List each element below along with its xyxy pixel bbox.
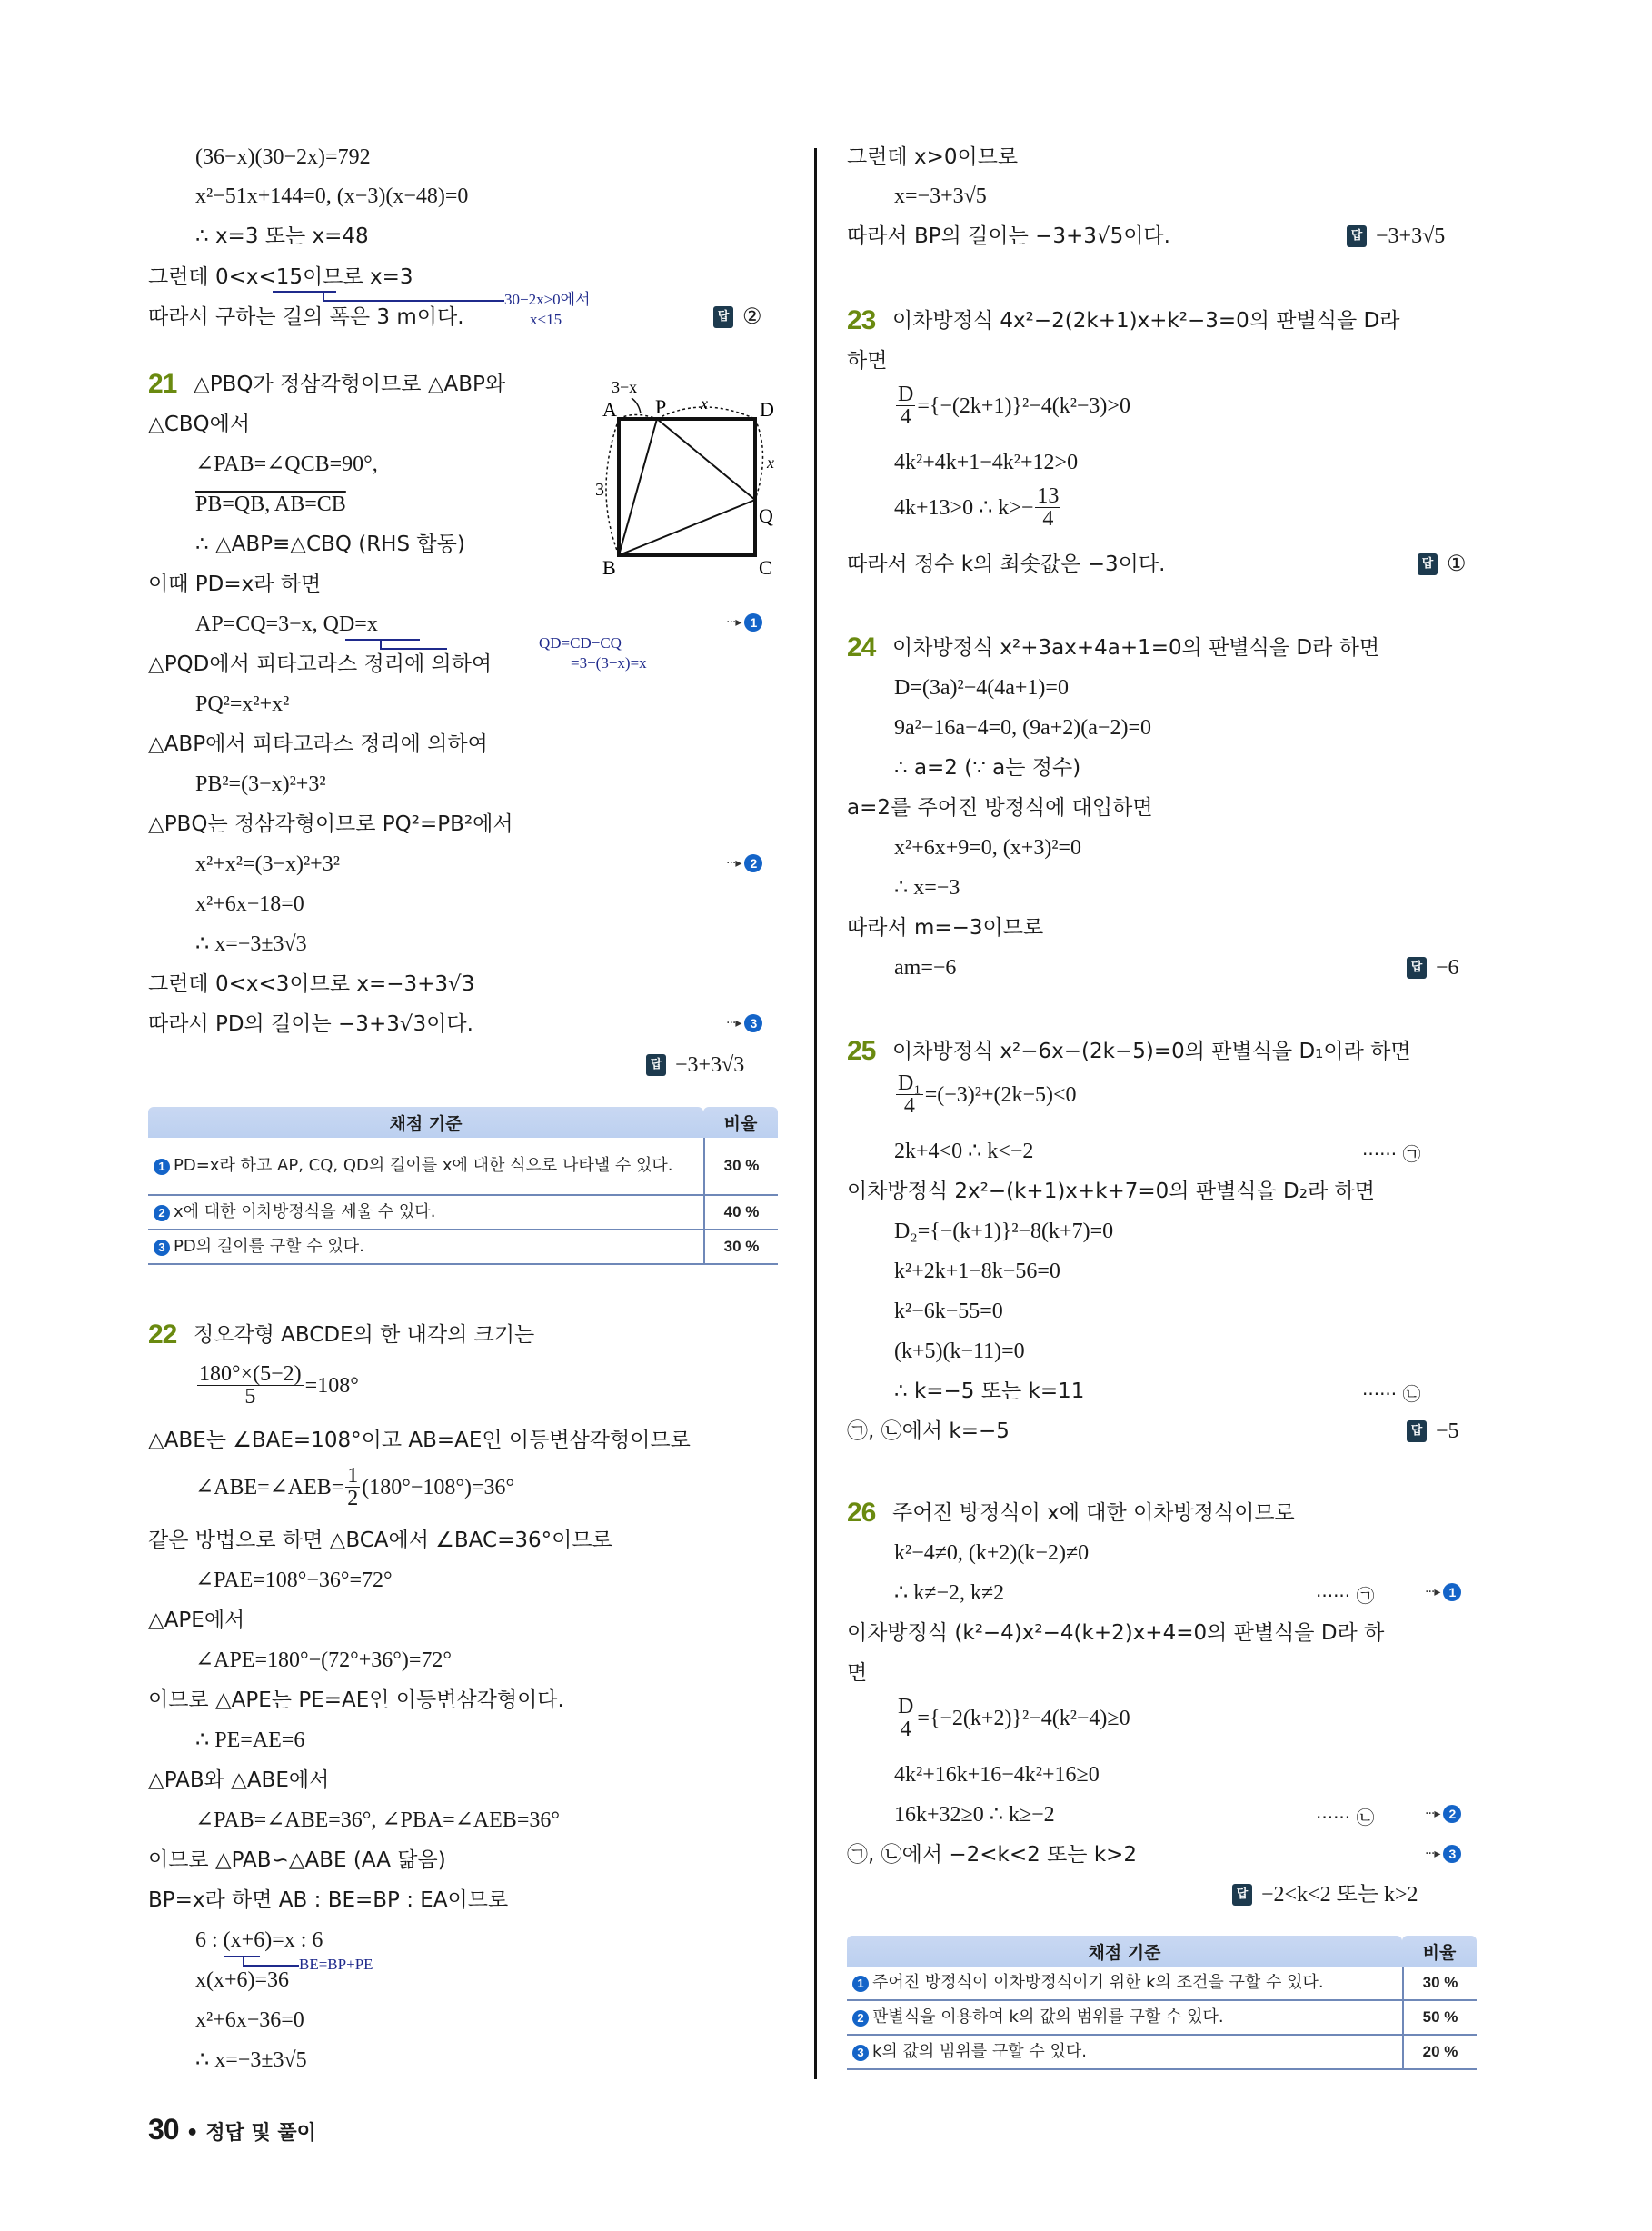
text-line: 주어진 방정식이 x에 대한 이차방정식이므로	[892, 1501, 1295, 1525]
svg-text:Q: Q	[759, 504, 773, 527]
equation-line: ∴ PE=AE=6	[195, 1728, 305, 1752]
step-3-icon: 3	[154, 1240, 170, 1256]
step-1-icon: 1	[744, 613, 762, 632]
answer-value: ②	[742, 305, 762, 329]
answer	[1347, 223, 1445, 250]
step-1-icon: 1	[852, 1976, 869, 1992]
equation-line: x²+6x+9=0, (x+3)²=0	[894, 836, 1082, 860]
text-line: 따라서 PD의 길이는 −3+3√3이다.	[148, 1012, 473, 1036]
table-row: 3 PD의 길이를 구할 수 있다. 30 %	[148, 1230, 778, 1265]
step-1-icon: 1	[154, 1159, 170, 1175]
step-1-icon: 1	[1443, 1583, 1461, 1601]
equation-line: 4k²+16k+16−4k²+16≥0	[894, 1763, 1100, 1787]
step-marker-2: ···▸ 2	[1425, 1805, 1461, 1823]
text-line: △ABP에서 피타고라스 정리에 의하여	[148, 732, 488, 756]
text-line: △CBQ에서	[148, 413, 251, 436]
text-line: 이므로 △APE는 PE=AE인 이등변삼각형이다.	[148, 1688, 564, 1712]
problem-number: 22	[148, 1320, 177, 1350]
text-line: a=2를 주어진 방정식에 대입하면	[847, 796, 1153, 820]
answer-icon: 답	[1347, 225, 1367, 247]
text-line: 이차방정식 4x²−2(2k+1)x+k²−3=0의 판별식을 D라	[892, 309, 1400, 333]
side-note: QD=CD−CQ	[539, 634, 622, 652]
text-line: 하면	[847, 349, 888, 373]
equation-line: x²+6x−18=0	[195, 892, 304, 916]
page-footer	[148, 2113, 316, 2146]
equation-line: ∴ △ABP≡△CBQ (RHS 합동)	[195, 533, 465, 556]
rubric-header-ratio: 비율	[1402, 1936, 1477, 1967]
table-row: 1 PD=x라 하고 AP, CQ, QD의 길이를 x에 대한 식으로 나타낼 수 있다. 30 %	[148, 1138, 778, 1196]
text-line: 따라서 정수 k의 최솟값은 −3이다.	[847, 553, 1166, 576]
text-line: 이때 PD=x라 하면	[148, 573, 322, 596]
problem-number: 25	[847, 1036, 876, 1066]
text-line: 같은 방법으로 하면 △BCA에서 ∠BAC=36°이므로	[148, 1529, 612, 1552]
problem-number: 23	[847, 305, 876, 335]
svg-text:D: D	[760, 398, 774, 421]
answer-icon: 답	[1407, 1420, 1427, 1442]
equation-line: 4k+13>0 ∴ k>− $\frac{13}{4}$	[894, 484, 1060, 531]
equation-line: x²+6x−36=0	[195, 2008, 304, 2032]
equation-line: 9a²−16a−4=0, (9a+2)(a−2)=0	[894, 716, 1151, 740]
step-2-icon: 2	[154, 1205, 170, 1221]
step-marker-3: ···▸ 3	[726, 1014, 762, 1032]
text-line: 그런데 0<x<3이므로 x=−3+3√3	[148, 972, 475, 996]
rubric-table	[847, 1936, 1477, 2070]
text-line: 면	[847, 1661, 868, 1685]
text-line: 이차방정식 x²−6x−(2k−5)=0의 판별식을 D₁이라 하면	[892, 1040, 1411, 1063]
answer-value: ①	[1447, 553, 1467, 576]
answer	[646, 1051, 744, 1079]
equation-line: (36−x)(30−2x)=792	[195, 145, 371, 169]
equation-line: ∠PAB=∠QCB=90°,	[195, 453, 378, 476]
text-line: 따라서 m=−3이므로	[847, 916, 1044, 940]
note-leader	[243, 1956, 299, 1967]
square-diagram	[584, 364, 784, 582]
text-line: △PBQ는 정삼각형이므로 PQ²=PB²에서	[148, 812, 513, 836]
equation-line: x²+x²=(3−x)²+3²	[195, 852, 340, 876]
equation-line: (k+5)(k−11)=0	[894, 1340, 1025, 1363]
text-line: △PBQ가 정삼각형이므로 △ABP와	[194, 373, 506, 396]
text-line: 따라서 구하는 길의 폭은 3 m이다.	[148, 305, 464, 329]
text-line: 이차방정식 (k²−4)x²−4(k+2)x+4=0의 판별식을 D라 하	[847, 1621, 1385, 1645]
svg-text:B: B	[602, 556, 616, 579]
mark-giyeok: ······ ㉠	[1362, 1143, 1421, 1165]
answer-value: −5	[1436, 1419, 1459, 1443]
fraction: $\frac{D}{4}$	[898, 1695, 914, 1741]
fraction: $\frac{13}{4}$	[1037, 484, 1060, 531]
text-line: ㉠, ㉡에서 k=−5	[847, 1419, 1010, 1443]
svg-text:3: 3	[595, 480, 604, 500]
svg-text:P: P	[655, 395, 667, 418]
answer-icon: 답	[1418, 553, 1438, 575]
equation-line: ∴ x=−3±3√3	[195, 932, 307, 956]
text-line: △APE에서	[148, 1609, 245, 1632]
fraction: $\frac{180^\circ\times(5-2)}{5}$	[199, 1362, 302, 1409]
mark-giyeok: ······ ㉠	[1316, 1585, 1375, 1607]
section-label: • 정답 및 풀이	[185, 2122, 316, 2145]
equation-line: PB²=(3−x)²+3²	[195, 772, 326, 796]
step-2-icon: 2	[852, 2010, 869, 2027]
table-row: 3 k의 값의 범위를 구할 수 있다. 20 %	[847, 2036, 1477, 2070]
answer	[1407, 954, 1459, 981]
table-row: 2 x에 대한 이차방정식을 세울 수 있다. 40 %	[148, 1196, 778, 1230]
rubric-header-ratio: 비율	[703, 1107, 778, 1138]
problem-number: 24	[847, 632, 876, 662]
equation-line: ∠PAE=108°−36°=72°	[195, 1569, 393, 1592]
answer	[713, 304, 762, 331]
equation-line: $\frac{180^\circ\times(5-2)}{5}$ =108°	[199, 1362, 359, 1409]
text-line: △PQD에서 피타고라스 정리에 의하여	[148, 652, 493, 676]
equation-line: ∴ a=2 (∵ a는 정수)	[894, 756, 1081, 780]
step-marker-2: ···▸ 2	[726, 854, 762, 872]
answer-icon: 답	[1407, 957, 1427, 979]
equation-line: D=(3a)²−4(4a+1)=0	[894, 676, 1069, 700]
answer	[1418, 551, 1467, 578]
step-marker-3: ···▸ 3	[1425, 1845, 1461, 1863]
equation-line: $\frac{D}{4}$ ={−2(k+2)}²−4(k²−4)≥0	[898, 1695, 1130, 1741]
svg-text:x: x	[767, 453, 774, 472]
text-line: △PAB와 △ABE에서	[148, 1768, 330, 1792]
svg-text:C: C	[759, 556, 772, 579]
equation-line: ∠ABE=∠AEB= $\frac{1}{2}$ (180°−108°)=36°	[195, 1464, 515, 1510]
equation-line: 16k+32≥0 ∴ k≥−2	[894, 1803, 1055, 1827]
answer-value: −3+3√3	[675, 1053, 745, 1077]
equation-line: 2k+4<0 ∴ k<−2	[894, 1140, 1034, 1163]
problem-number: 21	[148, 369, 177, 399]
equation-line: ∴ k=−5 또는 k=11	[894, 1379, 1085, 1403]
equation-line: x=−3+3√5	[894, 184, 987, 208]
step-3-icon: 3	[1443, 1845, 1461, 1863]
answer	[1407, 1418, 1459, 1445]
equation-line: AP=CQ=3−x, QD=x	[195, 613, 378, 636]
step-3-icon: 3	[852, 2045, 869, 2061]
problem-number: 26	[847, 1498, 876, 1528]
equation-line: PB=QB, AB=CB	[195, 493, 346, 516]
fraction: $\frac{\text{D₁}}{4}$	[898, 1071, 921, 1118]
fraction: $\frac{D}{4}$	[898, 383, 914, 429]
equation-line: $\frac{D}{4}$ ={−(2k+1)}²−4(k²−3)>0	[898, 383, 1130, 429]
text-line: 그런데 x>0이므로	[847, 145, 1019, 169]
text-line: 그런데 0<x<15이므로 x=3	[148, 265, 413, 289]
equation-line: x(x+6)=36	[195, 1968, 290, 1992]
text-line: △ABE는 ∠BAE=108°이고 AB=AE인 이등변삼각형이므로	[148, 1429, 691, 1452]
fraction: $\frac{1}{2}$	[347, 1464, 359, 1510]
equation-line: k²+2k+1−8k−56=0	[894, 1260, 1060, 1283]
text-line: 따라서 BP의 길이는 −3+3√5이다.	[847, 224, 1170, 248]
side-note: 30−2x>0에서	[504, 291, 591, 308]
answer-icon: 답	[1232, 1884, 1252, 1906]
equation-line: k²−4≠0, (k+2)(k−2)≠0	[894, 1541, 1090, 1565]
text-line: 이차방정식 2x²−(k+1)x+k+7=0의 판별식을 D₂라 하면	[847, 1180, 1375, 1203]
side-note: BE=BP+PE	[299, 1956, 373, 1973]
svg-text:3−x: 3−x	[612, 378, 638, 396]
equation-line: ∴ x=3 또는 x=48	[195, 224, 369, 248]
mark-nieun: ······ ㉡	[1362, 1383, 1421, 1405]
column-divider	[814, 148, 817, 2079]
answer-value: −3+3√5	[1376, 224, 1446, 248]
page-number: 30	[148, 2113, 179, 2146]
equation-line: am=−6	[894, 956, 957, 980]
text-line: 정오각형 ABCDE의 한 내각의 크기는	[194, 1323, 535, 1347]
note-leader	[380, 639, 447, 650]
answer-value: −2<k<2 또는 k>2	[1261, 1883, 1418, 1907]
equation-line: D₂={−(k+1)}²−8(k+7)=0	[894, 1220, 1114, 1243]
equation-line: PQ²=x²+x²	[195, 692, 290, 716]
table-row: 1 주어진 방정식이 이차방정식이기 위한 k의 조건을 구할 수 있다. 30 %	[847, 1967, 1477, 2001]
equation-line: 6 : (x+6)=x : 6	[195, 1928, 323, 1952]
rubric-header-criteria: 채점 기준	[847, 1936, 1402, 1967]
answer	[1232, 1881, 1418, 1908]
svg-text:x: x	[701, 394, 708, 413]
answer-icon: 답	[713, 306, 733, 328]
equation-line: ∠APE=180°−(72°+36°)=72°	[195, 1648, 452, 1672]
text-line: 이차방정식 x²+3ax+4a+1=0의 판별식을 D라 하면	[892, 636, 1380, 660]
rubric-table	[148, 1107, 778, 1265]
rubric-header-criteria: 채점 기준	[148, 1107, 703, 1138]
step-marker-1: ···▸ 1	[726, 613, 762, 632]
equation-line: ∴ x=−3±3√5	[195, 2048, 307, 2072]
answer-icon: 답	[646, 1054, 666, 1076]
step-2-icon: 2	[1443, 1805, 1461, 1823]
side-note: =3−(3−x)=x	[571, 654, 647, 672]
equation-line: 4k²+4k+1−4k²+12>0	[894, 451, 1079, 474]
svg-text:A: A	[602, 398, 617, 421]
equation-line: x²−51x+144=0, (x−3)(x−48)=0	[195, 184, 469, 208]
note-leader	[323, 291, 504, 302]
equation-line: $\frac{\text{D₁}}{4}$ =(−3)²+(2k−5)<0	[898, 1071, 1077, 1118]
side-note: x<15	[530, 311, 562, 328]
table-row: 2 판별식을 이용하여 k의 값의 범위를 구할 수 있다. 50 %	[847, 2001, 1477, 2036]
equation-line: ∠PAB=∠ABE=36°, ∠PBA=∠AEB=36°	[195, 1808, 560, 1832]
mark-nieun: ······ ㉡	[1316, 1807, 1375, 1828]
text-line: 이므로 △PAB∽△ABE (AA 닮음)	[148, 1848, 446, 1872]
step-2-icon: 2	[744, 854, 762, 872]
text-line: BP=x라 하면 AB : BE=BP : EA이므로	[148, 1888, 509, 1912]
answer-value: −6	[1436, 956, 1459, 980]
step-marker-1: ···▸ 1	[1425, 1583, 1461, 1601]
equation-line: k²−6k−55=0	[894, 1300, 1003, 1323]
text-line: ㉠, ㉡에서 −2<k<2 또는 k>2	[847, 1843, 1138, 1867]
equation-line: ∴ k≠−2, k≠2	[894, 1581, 1005, 1605]
step-3-icon: 3	[744, 1014, 762, 1032]
equation-line: ∴ x=−3	[894, 876, 960, 900]
